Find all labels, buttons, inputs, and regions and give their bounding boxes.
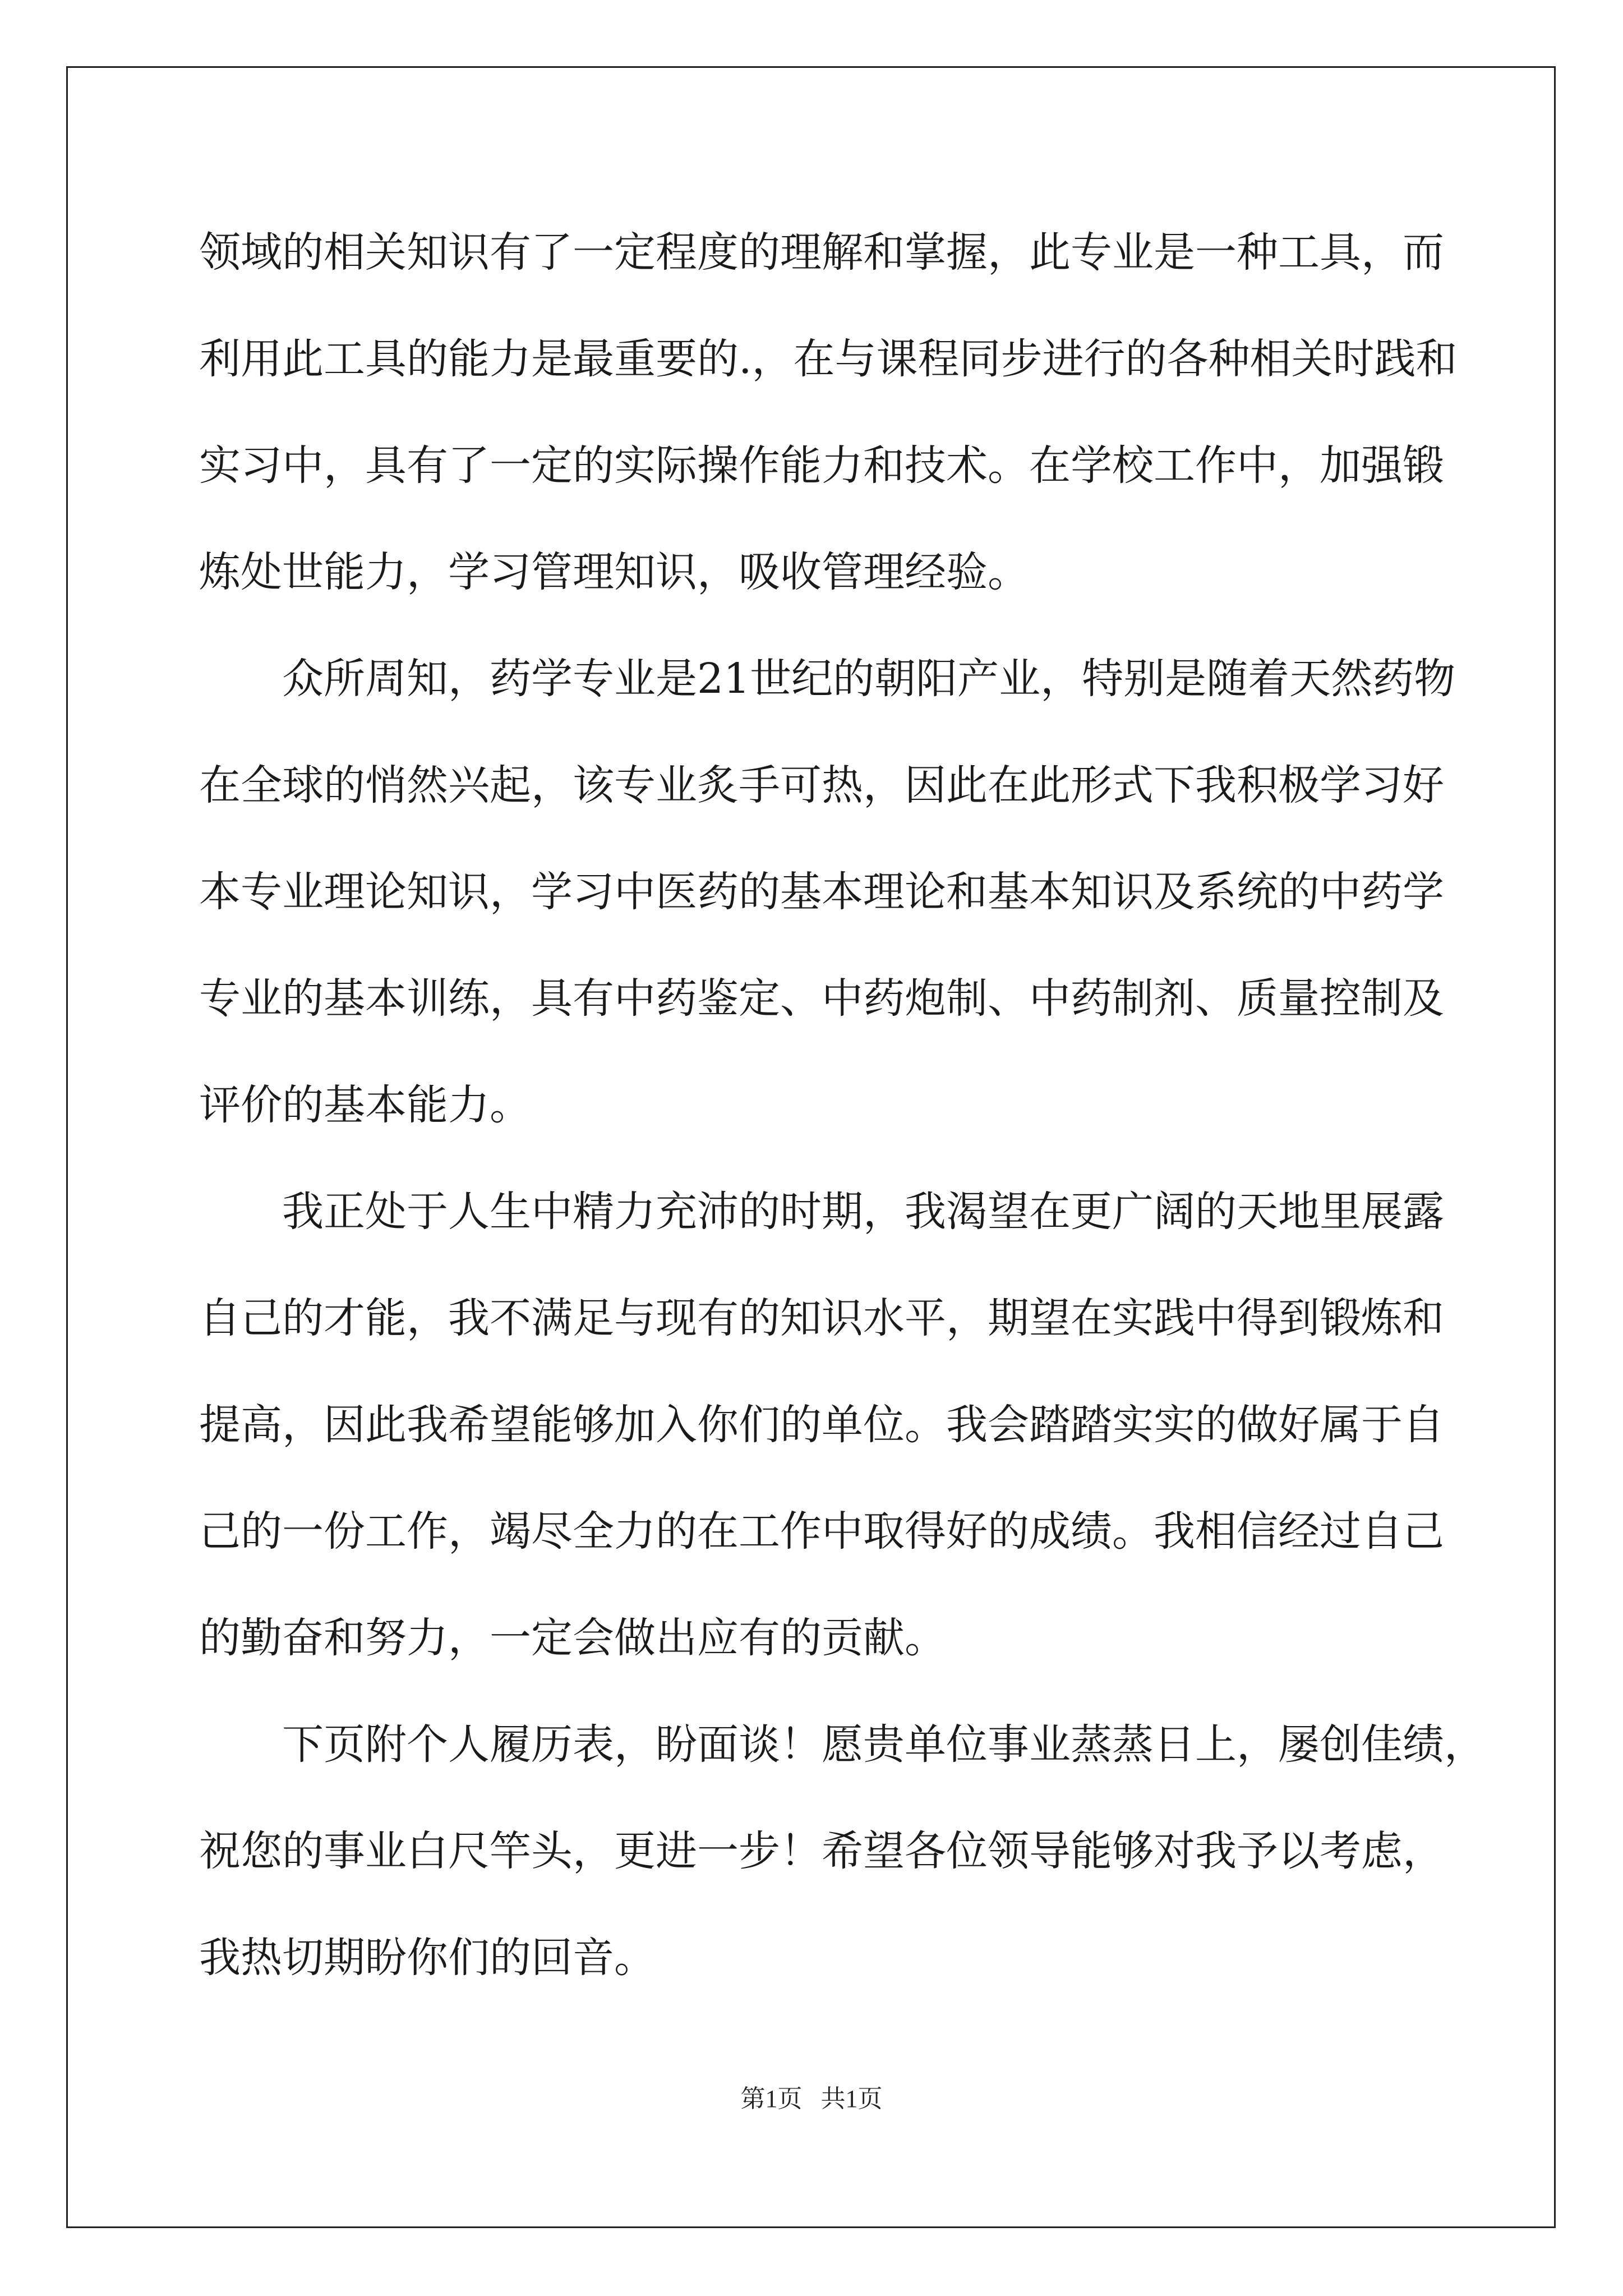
paragraph-4-line-1: 下页附个人履历表，盼面谈！愿贵单位事业蒸蒸日上，屡创佳绩， xyxy=(282,1720,1486,1769)
paragraph-2-line-4: 专业的基本训练，具有中药鉴定、中药炮制、中药制剂、质量控制及 xyxy=(199,974,1444,1023)
paragraph-2-line-2: 在全球的悄然兴起，该专业炙手可热，因此在此形式下我积极学习好 xyxy=(199,761,1444,809)
paragraph-3-line-2: 自己的才能，我不满足与现有的知识水平，期望在实践中得到锻炼和 xyxy=(199,1294,1444,1342)
paragraph-1-line-2: 利用此工具的能力是最重要的.，在与课程同步进行的各种相关时践和 xyxy=(199,335,1458,383)
page-number-footer: 第1页 共1页 xyxy=(740,2085,883,2113)
paragraph-2-line-3: 本专业理论知识，学习中医药的基本理论和基本知识及系统的中药学 xyxy=(199,868,1444,916)
paragraph-4-line-3: 我热切期盼你们的回音。 xyxy=(199,1934,656,1982)
paragraph-3-line-3: 提高，因此我希望能够加入你们的单位。我会踏踏实实的做好属于自 xyxy=(199,1401,1444,1449)
paragraph-2-line-1: 众所周知，药学专业是21世纪的朝阳产业，特别是随着天然药物 xyxy=(282,655,1456,703)
paragraph-1-line-3: 实习中，具有了一定的实际操作能力和技术。在学校工作中，加强锻 xyxy=(199,441,1444,490)
paragraph-3-line-5: 的勤奋和努力，一定会做出应有的贡献。 xyxy=(199,1614,946,1662)
paragraph-3-line-4: 己的一份工作，竭尽全力的在工作中取得好的成绩。我相信经过自己 xyxy=(199,1507,1444,1556)
paragraph-2-line-5: 评价的基本能力。 xyxy=(199,1081,531,1129)
paragraph-4-line-2: 祝您的事业白尺竿头，更进一步！希望各位领导能够对我予以考虑， xyxy=(199,1827,1444,1875)
document-body xyxy=(199,199,1486,2011)
paragraph-3-line-1: 我正处于人生中精力充沛的时期，我渴望在更广阔的天地里展露 xyxy=(282,1188,1444,1236)
paragraph-1-line-4: 炼处世能力，学习管理知识，吸收管理经验。 xyxy=(199,548,1029,596)
paragraph-1-line-1: 领域的相关知识有了一定程度的理解和掌握，此专业是一种工具，而 xyxy=(199,228,1444,277)
